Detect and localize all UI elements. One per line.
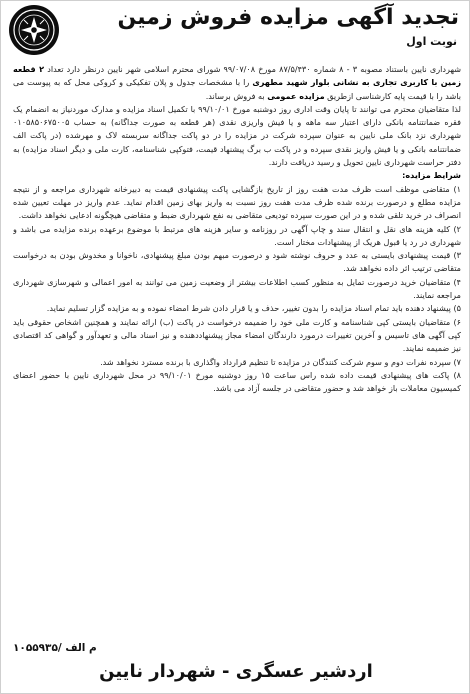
intro-text-2: را با مشخصات جدول و پلان تفکیکی و کروکی محل که به پیوست می باشد را با قیمت پایه کارشناسی ازطریق <box>13 77 461 101</box>
municipality-logo <box>9 5 59 55</box>
signature-line: اردشیر عسگری - شهردار نایین <box>99 661 373 682</box>
condition-item: ۶) متقاضیان بایستی کپی شناسنامه و کارت ملی خود را ضمیمه درخواست در پاکت (ب) ارائه نمایند و همچنین اشخاص حقوقی باید کپی آگهی های تاسیس و آخرین تغییرات درمورد دارندگان امضاء مجاز پیشنهاددهنده و نیز اسناد مالی و تعهدآور و گواهی کد اقتصادی نیز ضمیمه نمایند. <box>13 316 461 354</box>
reference-number: ۱۰۵۵۹۳۵/ م الف <box>13 642 97 654</box>
condition-item: ۳) قیمت پیشنهادی بایستی به عدد و حروف نوشته شود و درصورت مبهم بودن مبلغ پیشنهادی، ناخوانا و مخدوش بودن به درخواست متقاضی ترتیب اثر داده نخواهد شد. <box>13 250 461 274</box>
intro-paragraph <box>13 63 461 103</box>
announcement-body <box>13 63 461 638</box>
condition-item: ۲) کلیه هزینه های نقل و انتقال سند و چاپ آگهی در روزنامه و سایر هزینه های مرتبط با موضوع برعهده برنده مزایده می باشد و شهرداری در رد یا قبول هریک از پیشنهادات مختار است. <box>13 223 461 247</box>
header <box>1 1 470 63</box>
submission-paragraph: لذا متقاضیان محترم می توانند تا پایان وقت اداری روز دوشنبه مورخ ۹۹/۱۰/۰۱ با تکمیل اسناد مزایده و مدارک موردنیاز به انضمام یک فقره ضمانتنامه بانکی دارای اعتبار سه ماهه و یا فیش واریزی نقدی (هر قطعه به صورت جداگانه) به حساب ۰۱۰۵۸۵۰۶۷۵۰۰۵ شهرداری نزد بانک ملی نایین به عنوان سپرده شرکت در مزایده را در دو پاکت جداگانه سربسته لاک و مهرشده (در پاکت الف ضمانتنامه بانکی و یا فیش واریز نقدی سپرده و در پاکت ب برگ پیشنهاد قیمت، فتوکپی شناسنامه، کارت ملی و دیگر اسناد مزایده) به دفتر حراست شهرداری نایین تحویل و رسید دریافت دارند. <box>13 103 461 168</box>
intro-text-3: به فروش برساند. <box>205 90 268 101</box>
emblem-icon <box>12 8 56 52</box>
publication-round: نوبت اول <box>406 35 457 48</box>
condition-item: ۸) پاکت های پیشنهادی قیمت داده شده راس ساعت ۱۵ روز دوشنبه مورخ ۹۹/۱۰/۰۱ در محل شهرداری نایین با حضور اعضای کمیسیون معاملات باز خواهد شد و حضور متقاضی در جلسه آزاد می باشد. <box>13 369 461 394</box>
condition-item: ۷) سپرده نفرات دوم و سوم شرکت کنندگان در مزایده تا تنظیم قرارداد واگذاری با برنده مسترد نخواهد شد. <box>100 356 461 367</box>
condition-item: ۵) پیشنهاد دهنده باید تمام اسناد مزایده را بدون تغییر، حذف و یا قرار دادن شرط امضاء نموده و به مزایده گزار تسلیم نماید. <box>46 303 461 314</box>
condition-item: ۴) متقاضیان خرید درصورت تمایل به منظور کسب اطلاعات بیشتر از وضعیت زمین می توانند به امور اعمالی و شهرسازی شهرداری مراجعه نمایند. <box>13 276 461 301</box>
conditions-heading: شرایط مزایده: <box>402 170 461 181</box>
auction-type: مزایده عمومی <box>267 90 325 101</box>
page-title: تجدید آگهی مزایده فروش زمین <box>117 5 459 30</box>
land-description: ۲ قطعه زمین با کاربری تجاری به نشانی بلوار شهید مطهری <box>13 64 461 88</box>
condition-item: ۱) متقاضی موظف است ظرف مدت هفت روز از تاریخ بازگشایی پاکت پیشنهادی قیمت به دبیرخانه شهرداری مراجعه و از نتیجه مزایده مطلع و درصورت برنده شده ظرف مدت هفت روز نسبت به واریز بهای زمین اقدام نماید. عدم واریز در مهلت تعیین شده انصراف در خرید تلقی شده و در این صورت سپرده تودیعی متقاضی به نفع شهرداری ضبط و متقاضی هیچگونه ادعایی نخواهد داشت. <box>13 183 461 221</box>
intro-text-1: شهرداری نایین باستناد مصوبه ۳ - ۸ شماره ۸۷/۵/۴۳۰ مورخ ۹۹/۰۷/۰۸ شورای محترم اسلامی شهر نایین درنظر دارد تعداد <box>44 64 461 74</box>
